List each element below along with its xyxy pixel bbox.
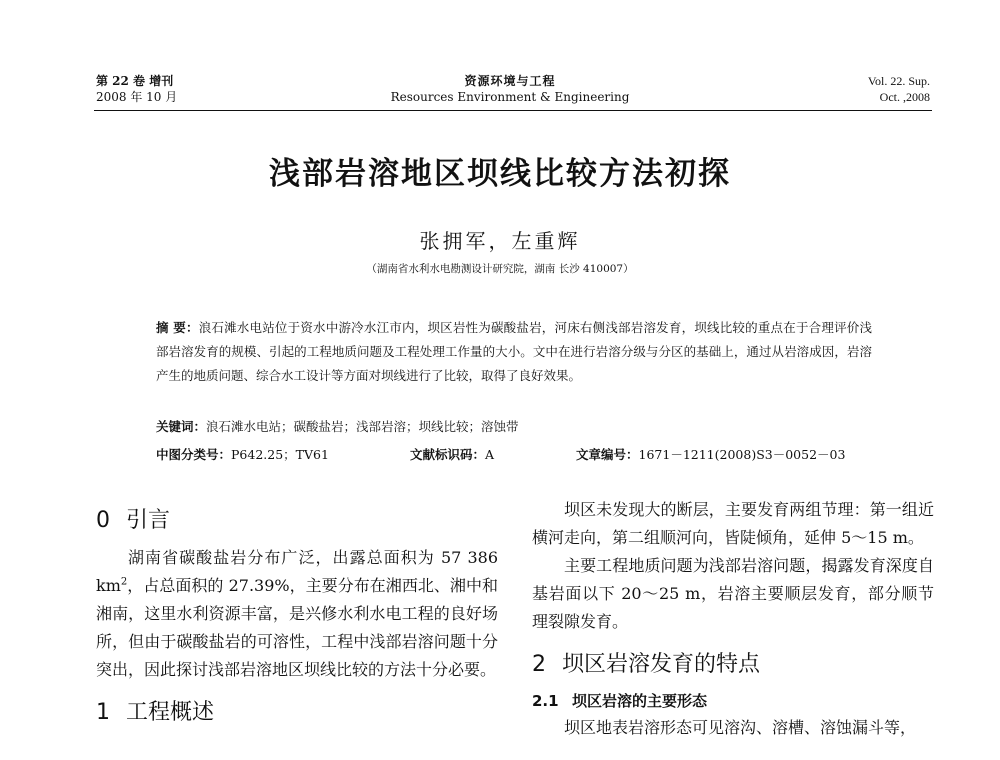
clc-label: 中图分类号： <box>156 447 232 462</box>
document-code <box>410 444 494 466</box>
date-en: Oct. ,2008 <box>879 90 930 104</box>
keywords <box>156 416 872 438</box>
section-0-heading <box>96 506 498 536</box>
keywords-label: 关键词： <box>156 419 207 434</box>
abstract-label: 摘 要： <box>156 320 199 335</box>
section-2-number: 2 <box>532 652 546 677</box>
doc-label: 文献标识码： <box>410 447 486 462</box>
article-value: 1671－1211(2008)S3－0052－03 <box>638 447 846 462</box>
header-journal <box>350 73 670 105</box>
section-2-title: 坝区岩溶发育的特点 <box>562 652 761 677</box>
header-right <box>868 73 930 105</box>
intro-text-part1: 湖南省碳酸盐岩分布广泛，出露总面积为 57 386 km <box>96 548 498 595</box>
abstract <box>156 316 872 388</box>
author-affiliation: （湖南省水利水电勘测设计研究院，湖南 长沙 410007） <box>366 263 634 275</box>
section-1-heading <box>96 698 498 728</box>
section-2-heading <box>532 650 934 680</box>
volume-en: Vol. 22. Sup. <box>867 74 930 88</box>
geology-paragraph: 主要工程地质问题为浅部岩溶问题，揭露发育深度自基岩面以下 20～25 m，岩溶主要顺层发育，部分顺节理裂隙发育。 <box>532 556 934 631</box>
left-column <box>96 496 498 736</box>
paper-title: 浅部岩溶地区坝线比较方法初探 <box>269 156 731 192</box>
section-0-title: 引言 <box>126 508 171 533</box>
volume-issue: 第 22 卷 增刊 <box>96 74 174 88</box>
intro-text-part2: ，占总面积的 27.39%，主要分布在湘西北、湘中和湘南，这里水利资源丰富，是兴修水利水电工程的良好场所，但由于碳酸盐岩的可溶性，工程中浅部岩溶问题十分突出，因此探讨浅部岩溶地区坝线比较的方法十分必要。 <box>96 576 498 679</box>
publication-date: 2008 年 10 月 <box>96 90 178 104</box>
section-1-number: 1 <box>96 700 110 725</box>
section-0-number: 0 <box>96 508 110 533</box>
clc-number <box>156 444 329 466</box>
paper-authors: 张拥军，左重辉 <box>419 229 581 253</box>
subsection-2-1-heading <box>532 688 934 714</box>
keywords-text: 浪石滩水电站；碳酸盐岩；浅部岩溶；坝线比较；溶蚀带 <box>206 419 519 434</box>
karst-forms-paragraph: 坝区地表岩溶形态可见溶沟、溶槽、溶蚀漏斗等， <box>564 718 917 737</box>
header-left <box>96 73 177 105</box>
section-1-title: 工程概述 <box>126 700 215 725</box>
clc-value: P642.25；TV61 <box>231 447 329 462</box>
article-label: 文章编号： <box>576 447 639 462</box>
doc-value: A <box>485 447 495 462</box>
journal-name-en: Resources Environment & Engineering <box>390 90 630 104</box>
header-divider <box>94 110 932 111</box>
intro-paragraph <box>96 544 498 684</box>
faults-paragraph: 坝区未发现大的断层，主要发育两组节理：第一组近横河走向，第二组顺河向，皆陡倾角，延伸 5～15 m。 <box>532 500 934 547</box>
subsection-2-1-number: 2.1 <box>532 692 559 710</box>
article-id <box>576 444 845 466</box>
subsection-2-1-title: 坝区岩溶的主要形态 <box>572 692 708 710</box>
abstract-text: 浪石滩水电站位于资水中游冷水江市内，坝区岩性为碳酸盐岩，河床右侧浅部岩溶发育，坝线比较的重点在于合理评价浅部岩溶发育的规模、引起的工程地质问题及工程处理工作量的大小。文中在进行岩溶分级与分区的基础上，通过从岩溶成因，岩溶产生的地质问题、综合水工设计等方面对坝线进行了比较，取得了良好效果。 <box>156 320 872 383</box>
unit-superscript: 2 <box>120 576 128 588</box>
journal-name-cn: 资源环境与工程 <box>464 74 556 88</box>
right-column <box>532 496 934 742</box>
